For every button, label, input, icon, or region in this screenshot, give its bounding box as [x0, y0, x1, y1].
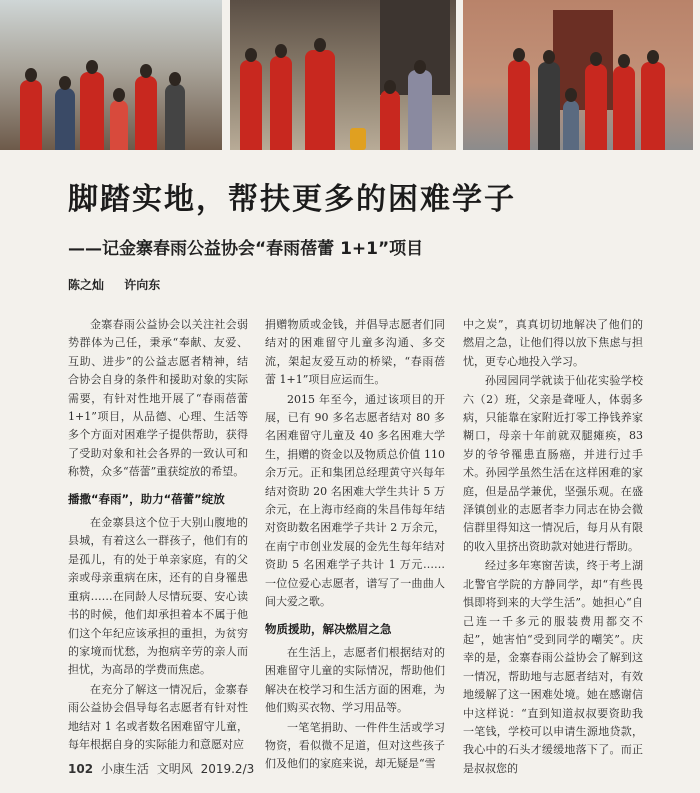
section-heading: 播撒“春雨”，助力“蓓蕾”绽放 — [68, 491, 225, 506]
paragraph: 中之炭”，真真切切地解决了他们的燃眉之急，让他们得以放下焦虑与担忧，更专心地投入学习。 — [463, 318, 643, 368]
photo-group-at-doorway — [463, 0, 693, 150]
column-name: 文明风 — [156, 762, 193, 776]
paragraph: 2015 年至今，通过该项目的开展，已有 90 多名志愿者结对 80 多名困难留守儿童及 40 多名困难大学生，捐赠的资金以及物质总价值 110 余万元。正和集团总经理黄守兴每年结对资助 20 名困难大学生共计 5 万余元，在上海市经商的朱昌伟每年结对资助数名困难学子共计 2 万余元，在南宁市创业发展的金先生每年结对资助 5 名困难学子共计 1 万元……一位位爱心志愿者，谱写了一曲曲人间大爱之歌。 — [265, 392, 445, 609]
paragraph: 孙园园同学就读于仙花实验学校六（2）班，父亲是聋哑人，体弱多病，只能靠在家附近打零工挣钱养家糊口，母亲十年前就双腿瘫痪，83 岁的爷爷罹患直肠癌，并进行过手术。孙园学虽然生活在这样困难的家庭，但是品学兼优，坚强乐观。在盛泽镇创业的志愿者李力同志在协会微信群里得知这一情况后，每月从有限的收入里挤出资助款对她进行帮助。 — [463, 374, 643, 553]
text-column-1 — [68, 316, 248, 755]
author-name: 陈之灿 — [68, 278, 105, 292]
paragraph: 经过多年寒窗苦读，终于考上湖北警官学院的方静同学，却“有些畏惧即将到来的大学生活”。她担心“自己连一千多元的服装费用都交不起”，她害怕“受到同学的嘲笑”。庆幸的是，金寨春雨公益协会了解到这一情况，帮助地与志愿者结对，有效地缓解了这一困难处境。她在感谢信中这样说：“直到知道叔叔要资助我一笔钱，学校可以申请生源地贷款，我心中的石头才缓缓地落下了。而正是叔叔您的 — [463, 559, 643, 775]
author-name: 许向东 — [124, 278, 161, 292]
page-footer — [68, 760, 258, 777]
paragraph: 一笔笔捐助、一件件生活或学习物资，看似微不足道，但对这些孩子们及他们的家庭来说，却无疑是“雪 — [265, 720, 445, 771]
photo-strip — [0, 0, 700, 150]
article-authors — [68, 276, 176, 293]
paragraph: 捐赠物质或金钱，并倡导志愿者们同结对的困难留守儿童多沟通、多交流，架起友爱互动的桥梁，“春雨蓓蕾 1+1”项目应运而生。 — [265, 318, 445, 387]
article-title: 脚踏实地，帮扶更多的困难学子 — [68, 182, 516, 217]
article-subtitle: ——记金寨春雨公益协会“春雨蓓蕾 1+1”项目 — [68, 239, 424, 259]
photo-volunteers-giving-gift — [230, 0, 456, 150]
text-column-2 — [265, 316, 445, 775]
paragraph: 在充分了解这一情况后，金寨春雨公益协会倡导每名志愿者有针对性地结对 1 名或者数名困难留守儿童，每年根据自身的实际能力和意愿对应 — [68, 682, 248, 751]
magazine-name: 小康生活 — [100, 762, 149, 776]
paragraph: 在生活上，志愿者们根据结对的困难留守儿童的实际情况，帮助他们解决在校学习和生活方面的困难，为他们购买衣物、学习用品等。 — [265, 645, 445, 715]
section-heading: 物质援助，解决燃眉之急 — [265, 621, 392, 636]
issue-date: 2019.2/3 — [200, 762, 255, 776]
page-number: 102 — [68, 762, 94, 776]
text-column-3 — [463, 316, 643, 779]
photo-volunteers-village — [0, 0, 222, 150]
paragraph: 在金寨县这个位于大别山腹地的县城，有着这么一群孩子，他们有的是孤儿，有的处于单亲家庭，有的父亲或母亲重病在床，还有的自身罹患重病……在同龄人尽情玩耍、安心读书的时候，他们却承担着本不属于他们这个年纪应该承担的重担，为贫穷的家境而忧愁，为抱病辛劳的亲人而担忧，为高昂的学费而焦虑。 — [68, 516, 248, 677]
paragraph: 金寨春雨公益协会以关注社会弱势群体为己任，秉承“奉献、友爱、互助、进步”的公益志愿者精神，结合协会自身的条件和援助对象的实际需要，有针对性地开展了“春雨蓓蕾 1+1”项目，从品德、心理、生活等多个方面对困难学子提供帮助，获得了受助对象和社会各界的一致认可和称赞，众多“蓓蕾”重获绽放的希望。 — [68, 318, 248, 479]
